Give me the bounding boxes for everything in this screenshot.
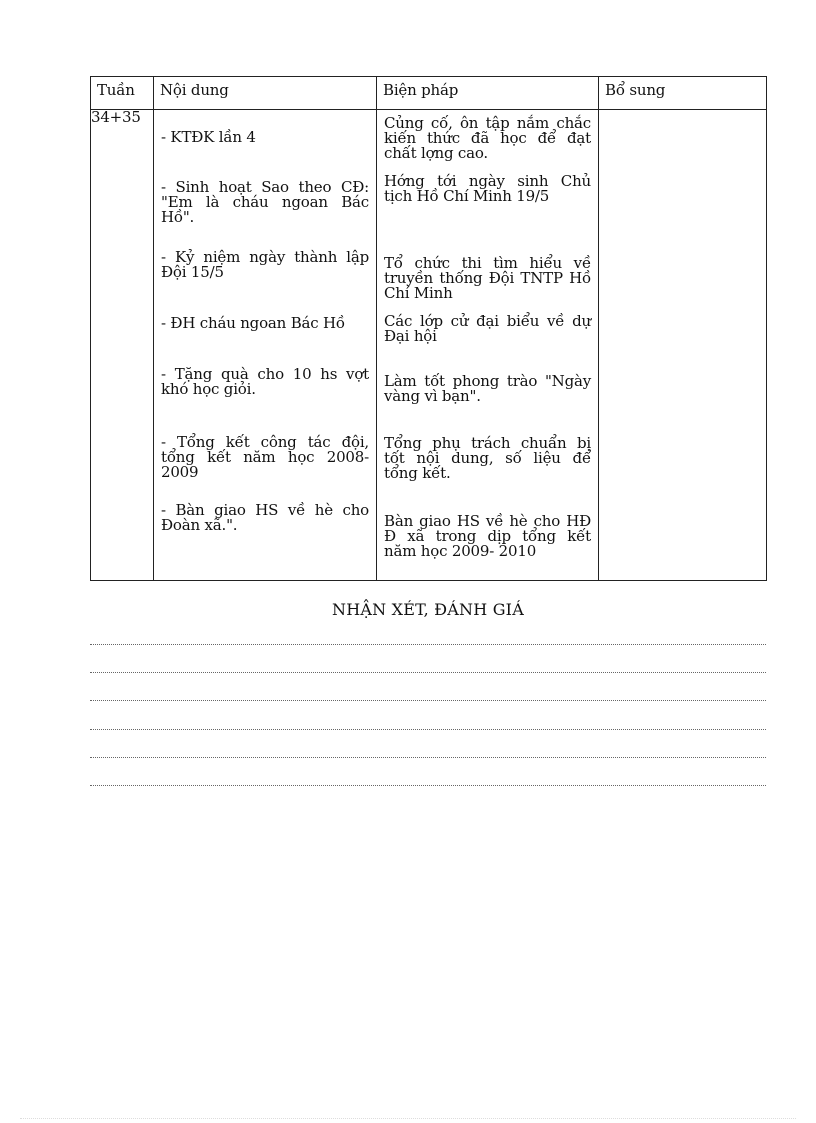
dotted-line [90,757,766,758]
measure-item: Củng cố, ôn tập nắm chắc kiến thức đã học để đạt chất lợng cao. [384,114,591,162]
measure-item: Tổ chức thi tìm hiểu về truyền thống Đội TNTP Hồ Chí Minh [384,254,591,302]
content-item: - Tổng kết công tác đội, tổng kết năm học 2008-2009 [161,433,369,481]
dotted-line [90,729,766,730]
page-edge-divider [20,1118,796,1119]
dotted-line [90,644,766,645]
measures-cell [377,110,599,581]
content-item: - Tặng quà cho 10 hs vợt khó học giỏi. [161,365,369,398]
dotted-line [90,700,766,701]
activity-plan-table [90,76,767,581]
header-supplement: Bổ sung [599,77,767,110]
supplement-cell [599,110,767,581]
measure-item: Các lớp cử đại biểu về dự Đại hội [384,312,591,345]
table-header-row [91,77,767,110]
measure-item: Bàn giao HS về hè cho HĐ Đ xã trong dịp tổng kết năm học 2009- 2010 [384,512,591,560]
content-cell [154,110,377,581]
measure-item: Làm tốt phong trào "Ngày vàng vì bạn". [384,372,591,405]
content-item: - Bàn giao HS về hè cho Đoàn xã.". [161,501,369,534]
content-item: - Sinh hoạt Sao theo CĐ: "Em là cháu ngoan Bác Hồ". [161,178,369,226]
dotted-line [90,785,766,786]
measure-item: Tổng phụ trách chuẩn bị tốt nội dung, số liệu để tổng kết. [384,434,591,482]
week-cell: 34+35 [91,110,154,581]
header-measures: Biện pháp [377,77,599,110]
measure-item: Hớng tới ngày sinh Chủ tịch Hồ Chí Minh 19/5 [384,172,591,205]
table-row [91,110,767,581]
dotted-line [90,672,766,673]
header-content: Nội dung [154,77,377,110]
content-item: - KTĐK lần 4 [161,128,256,146]
content-item: - ĐH cháu ngoan Bác Hồ [161,314,345,332]
section-title: NHẬN XÉT, ĐÁNH GIÁ [332,600,524,619]
content-item: - Kỷ niệm ngày thành lập Đội 15/5 [161,248,369,281]
header-week: Tuần [91,77,154,110]
